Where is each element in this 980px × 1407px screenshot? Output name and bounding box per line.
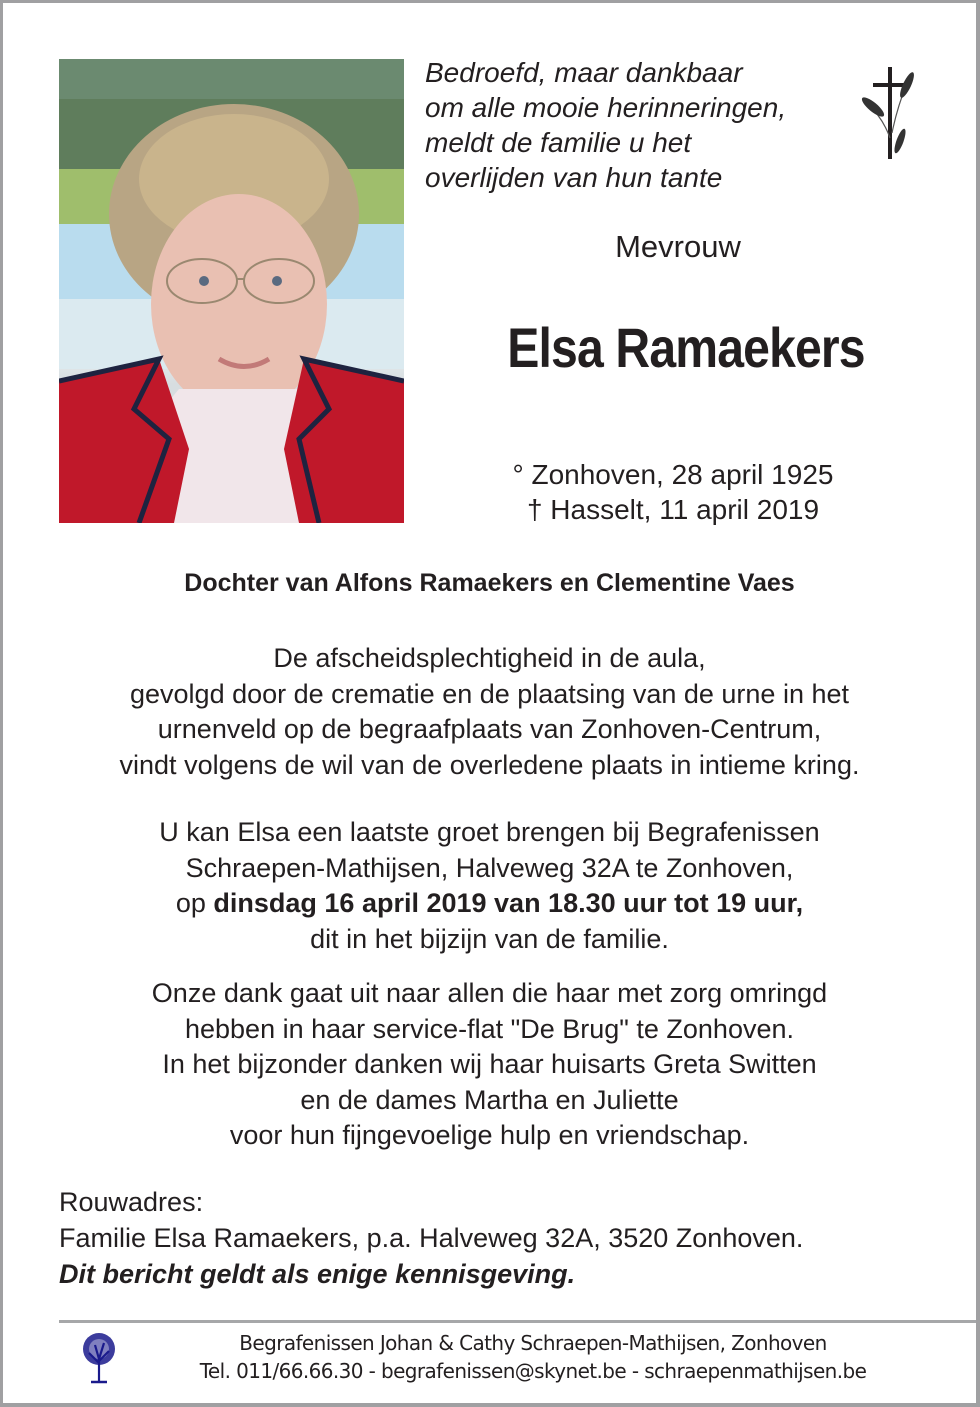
intro-line: overlijden van hun tante <box>425 162 723 193</box>
ceremony-line: gevolgd door de crematie en de plaatsing van de urne in het <box>130 678 849 709</box>
deceased-name: Elsa Ramaekers <box>507 316 865 379</box>
tree-logo-icon <box>79 1331 119 1386</box>
thanks-line: hebben in haar service-flat "De Brug" te Zonhoven. <box>184 1013 795 1044</box>
thanks-line: Onze dank gaat uit naar allen die haar met zorg omringd <box>151 978 828 1008</box>
visitation-line <box>3 886 976 922</box>
visitation-paragraph <box>3 815 976 957</box>
ceremony-paragraph <box>3 641 976 783</box>
parents-line: Dochter van Alfons Ramaekers en Clementine Vaes <box>184 569 795 597</box>
thanks-paragraph <box>3 976 976 1154</box>
visitation-prefix: op <box>175 888 214 918</box>
ceremony-line: vindt volgens de wil van de overledene plaats in intieme kring. <box>119 749 860 780</box>
mourning-address <box>59 1184 939 1292</box>
address-value: Familie Elsa Ramaekers, p.a. Halveweg 32A, 3520 Zonhoven. <box>59 1223 804 1253</box>
thanks-line: voor hun fijngevoelige hulp en vriendschap. <box>229 1120 750 1150</box>
birth-date: ° Zonhoven, 28 april 1925 <box>512 459 834 490</box>
ceremony-line: De afscheidsplechtigheid in de aula, <box>273 643 706 673</box>
portrait-photo <box>59 59 404 523</box>
thanks-line: en de dames Martha en Juliette <box>300 1084 679 1115</box>
death-date: Hasselt, 11 april 2019 <box>550 494 820 525</box>
ceremony-line: urnenveld op de begraafplaats van Zonhoven-Centrum, <box>157 714 822 744</box>
footer-divider <box>59 1320 976 1323</box>
visitation-line: dit in het bijzijn van de familie. <box>310 923 669 954</box>
salutation: Mevrouw <box>615 229 741 264</box>
intro-text <box>425 55 835 195</box>
obituary-card <box>3 3 976 1403</box>
visitation-line: Schraepen-Mathijsen, Halveweg 32A te Zonhoven, <box>185 852 794 883</box>
intro-line: Bedroefd, maar dankbaar <box>425 57 743 88</box>
intro-line: meldt de familie u het <box>425 127 692 158</box>
visitation-datetime: dinsdag 16 april 2019 van 18.30 uur tot 19 uur, <box>213 888 804 918</box>
death-date-line <box>473 492 873 527</box>
life-dates <box>473 457 873 527</box>
address-label: Rouwadres: <box>59 1187 204 1217</box>
notice-text: Dit bericht geldt als enige kennisgeving. <box>59 1259 576 1289</box>
funeral-home-footer <box>133 1329 933 1385</box>
funeral-home-name: Begrafenissen Johan & Cathy Schraepen-Mathijsen, Zonhoven <box>239 1331 827 1355</box>
intro-line: om alle mooie herinneringen, <box>425 92 787 123</box>
funeral-home-contact: Tel. 011/66.66.30 - begrafenissen@skynet.be - schraepenmathijsen.be <box>199 1359 867 1383</box>
thanks-line: In het bijzonder danken wij haar huisarts Greta Switten <box>162 1049 817 1079</box>
dagger-icon: † <box>526 494 543 525</box>
visitation-line: U kan Elsa een laatste groet brengen bij Begrafenissen <box>159 817 820 847</box>
cross-with-wheat-icon <box>855 63 919 163</box>
